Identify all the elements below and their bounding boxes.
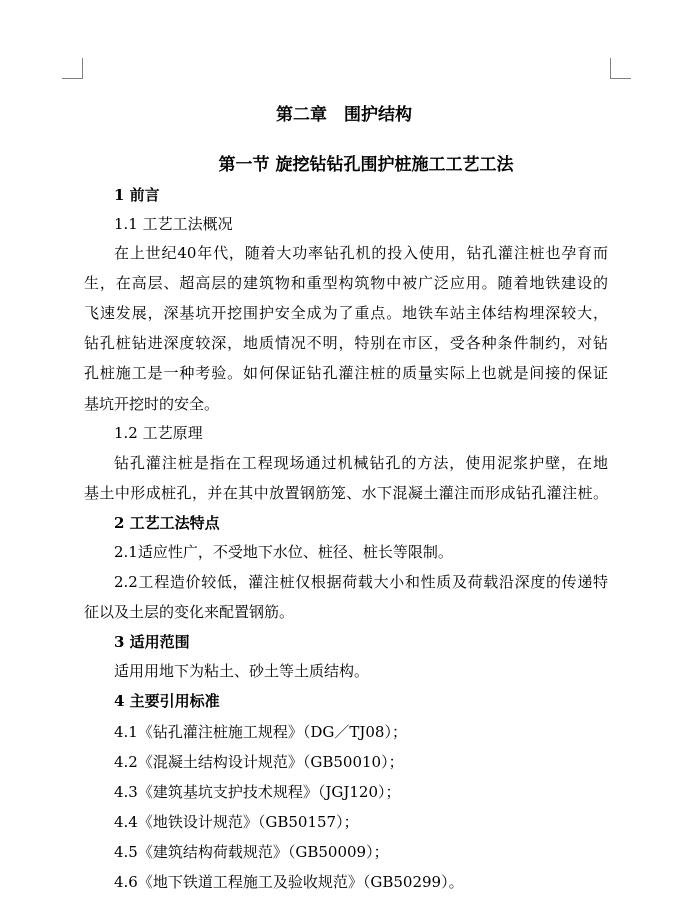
reference-item: 4.4《地铁设计规范》（GB50157）； [114,813,359,831]
paragraph-line: 基土中形成桩孔，并在其中放置钢筋笼、水下混凝土灌注而形成钻孔灌注桩。 [84,484,608,502]
crop-mark-left [62,58,83,79]
paragraph-line: 孔桩施工是一种考验。如何保证钻孔灌注桩的质量实际上也就是间接的保证 [84,364,608,382]
crop-mark-right [610,58,631,79]
paragraph-line: 征以及土层的变化来配置钢筋。 [84,603,295,621]
heading-2: 2 工艺工法特点 [114,514,220,532]
heading-1-1: 1.1 工艺工法概况 [114,215,233,233]
chapter-title: 第二章 围护结构 [276,105,412,125]
paragraph-line: 2.1适应性广，不受地下水位、桩径、桩长等限制。 [114,543,453,561]
reference-item: 4.2《混凝土结构设计规范》（GB50010）； [114,753,404,771]
heading-4: 4 主要引用标准 [114,692,220,710]
reference-item: 4.6《地下铁道工程施工及验收规范》（GB50299）。 [114,873,464,891]
paragraph-line: 钻孔桩钻进深度较深，地质情况不明，特别在市区，受各种条件制约，对钻 [84,334,608,352]
reference-item: 4.1《钻孔灌注桩施工规程》（DG／TJ08）； [114,723,407,741]
paragraph-line: 生，在高层、超高层的建筑物和重型构筑物中被广泛应用。随着地铁建设的 [84,274,608,292]
heading-1: 1 前言 [114,186,160,204]
reference-item: 4.3《建筑基坑支护技术规程》（JGJ120）； [114,783,401,801]
heading-1-2: 1.2 工艺原理 [114,424,203,442]
paragraph-line: 在上世纪40年代，随着大功率钻孔机的投入使用，钻孔灌注桩也孕育而 [114,244,608,262]
reference-item: 4.5《建筑结构荷载规范》（GB50009）； [114,843,389,861]
paragraph-line: 飞速发展，深基坑开挖围护安全成为了重点。地铁车站主体结构埋深较大， [84,304,608,322]
section-title: 第一节 旋挖钻钻孔围护桩施工工艺工法 [218,155,514,175]
paragraph-line: 2.2工程造价较低，灌注桩仅根据荷载大小和性质及荷载沿深度的传递特 [114,573,608,591]
paragraph-line: 钻孔灌注桩是指在工程现场通过机械钻孔的方法，使用泥浆护壁，在地 [114,454,608,472]
paragraph-line: 基坑开挖时的安全。 [84,395,220,413]
paragraph-line: 适用用地下为粘土、砂土等土质结构。 [114,662,370,680]
heading-3: 3 适用范围 [114,633,190,651]
